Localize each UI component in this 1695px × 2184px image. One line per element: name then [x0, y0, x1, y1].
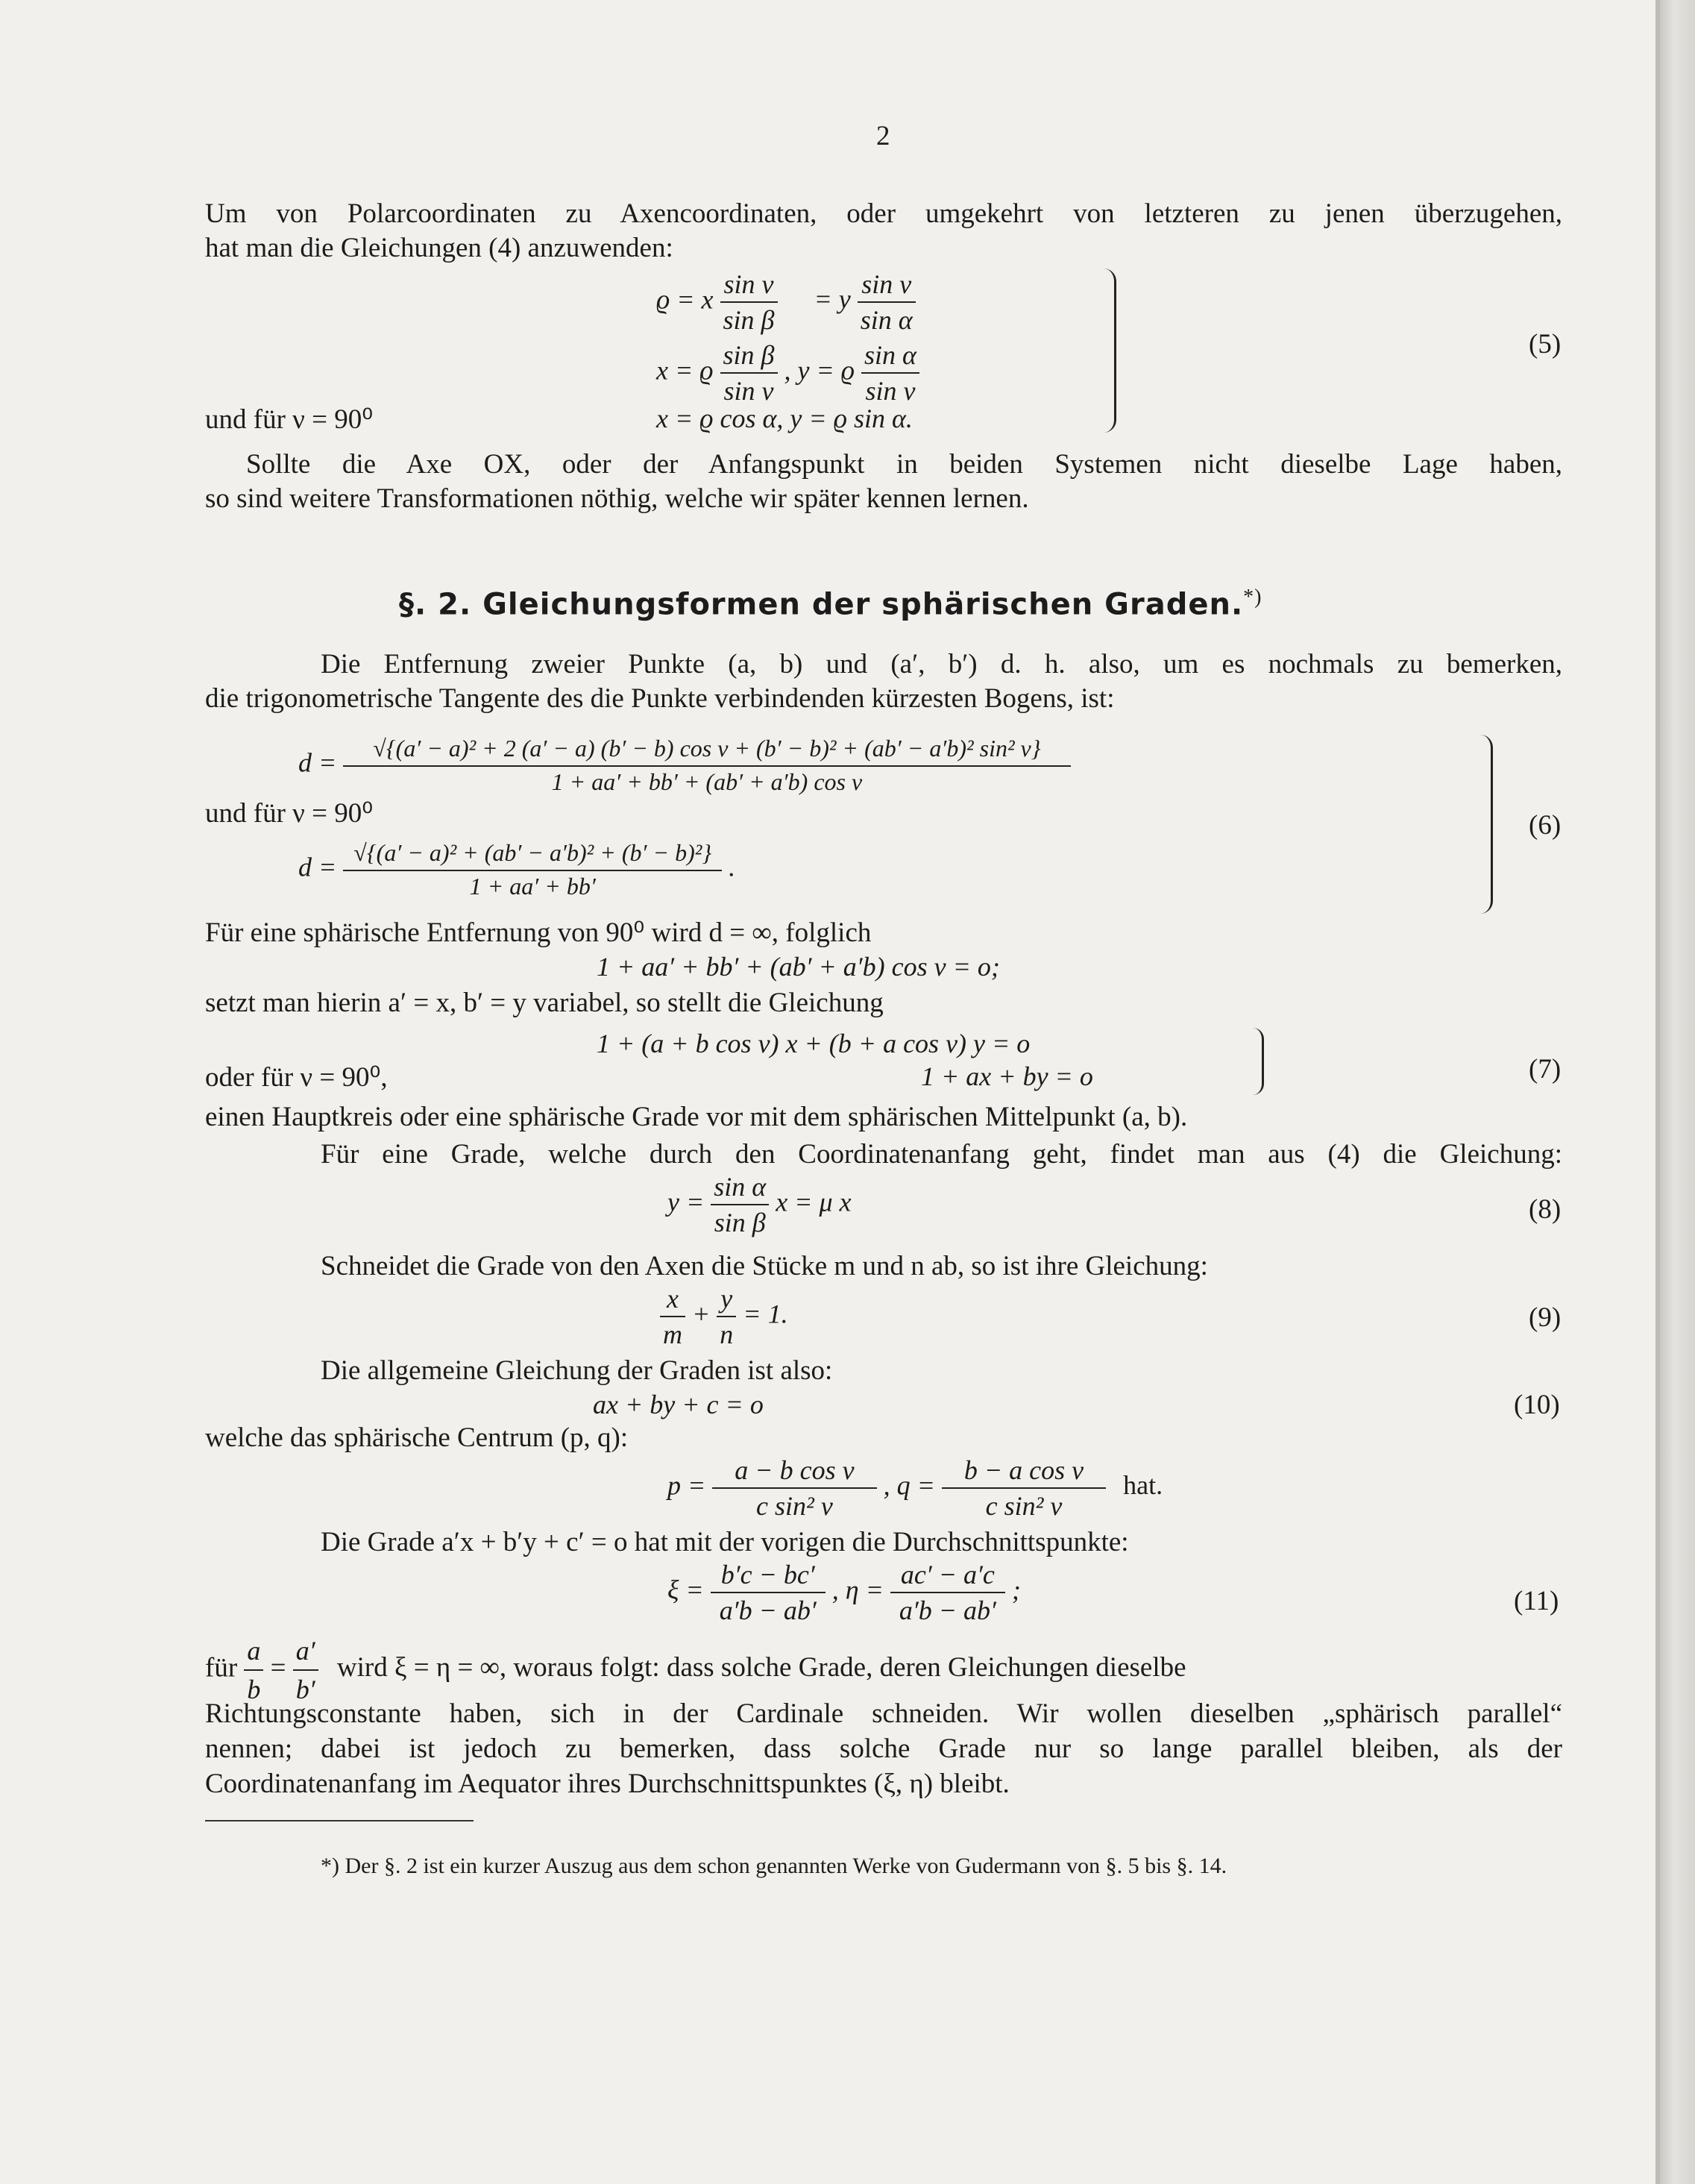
section-title: §. 2. Gleichungsformen der sphärischen Graden. — [399, 587, 1244, 622]
eq6-d2-num: √{(a′ − a)² + (ab′ − a′b)² + (b′ − b)²} — [343, 839, 722, 871]
eq6-d2 — [298, 839, 735, 900]
eq7-row2: 1 + ax + by = o — [921, 1061, 1093, 1091]
footnote-rule — [205, 1820, 474, 1821]
eq8-lhs: y = — [667, 1187, 705, 1217]
eq9-plus: + — [692, 1299, 711, 1329]
para9-line1: Die Grade a′x + b′y + c′ = o hat mit der vorigen die Durchschnittspunkte: — [321, 1527, 1129, 1557]
eq5-r1-frac1: $\frac{\text{sin ν}}{\text{sin β}}$ — [720, 269, 778, 336]
eq5-r1-lhs: ϱ = x — [656, 284, 714, 315]
para2-line1: Sollte die Axe OX, oder der Anfangspunkt in beiden Systemen nicht dieselbe Lage haben, — [246, 449, 1562, 480]
eq6-brace — [1480, 735, 1493, 914]
eq9-rhs: = 1. — [743, 1299, 788, 1329]
para10-eq: = — [270, 1652, 286, 1684]
section-heading — [399, 586, 1262, 621]
eq5-number: (5) — [1529, 329, 1562, 360]
eq6-d1-frac — [343, 735, 1070, 796]
eq11-xi-frac: $\frac{b'c - bc'}{a'b - ab'}$ — [711, 1559, 826, 1626]
page-number: 2 — [876, 121, 890, 151]
eq7-brace — [1253, 1028, 1264, 1095]
eq11-number: (11) — [1514, 1586, 1559, 1616]
eq8-rhs: x = μ x — [776, 1187, 852, 1217]
eq8 — [667, 1171, 852, 1238]
eq11 — [667, 1559, 1021, 1626]
para10-line1 — [205, 1634, 1186, 1707]
para2-line2: so sind weitere Transformationen nöthig, welche wir später kennen lernen. — [205, 483, 1029, 514]
eq6-d2-end: . — [729, 852, 736, 882]
eq-center-q-lhs: , q = — [883, 1470, 935, 1501]
eq11-xi-lhs: ξ = — [667, 1575, 704, 1605]
eq11-eta-lhs: , η = — [831, 1575, 884, 1605]
para10-pre: für — [205, 1652, 238, 1684]
eq6-d1 — [298, 735, 1071, 796]
page-edge — [1660, 0, 1695, 2184]
para3-line2: die trigonometrische Tangente des die Punkte verbindenden kürzesten Bogens, ist: — [205, 683, 1115, 714]
eq10-number: (10) — [1514, 1390, 1560, 1420]
eq8-frac: $\frac{\text{sin α}}{\text{sin β}}$ — [711, 1171, 769, 1238]
para7-line1: Die allgemeine Gleichung der Graden ist also: — [321, 1355, 833, 1386]
eq5-r1-frac2: $\frac{\text{sin ν}}{\text{sin α}}$ — [858, 269, 916, 336]
eq6-number: (6) — [1529, 810, 1562, 841]
eq9-frac1: $\frac{x}{m}$ — [660, 1283, 685, 1350]
footnote: *) Der §. 2 ist ein kurzer Auszug aus dem schon genannten Werke von Gudermann von §. 5 bis §. 14. — [321, 1854, 1227, 1878]
eq6-d2-lhs: d = — [298, 852, 337, 882]
para4-eq: 1 + aa′ + bb′ + (ab′ + a′b) cos ν = o; — [597, 952, 1000, 982]
eq6-d1-lhs: d = — [298, 747, 337, 778]
eq11-end: ; — [1011, 1575, 1021, 1605]
para10-rest: wird ξ = η = ∞, woraus folgt: dass solche Grade, deren Gleichungen dieselbe — [336, 1652, 1186, 1684]
eq8-number: (8) — [1529, 1194, 1562, 1225]
para6-line1: Schneidet die Grade von den Axen die Stücke m und n ab, so ist ihre Gleichung: — [321, 1251, 1208, 1281]
para1-line2: hat man die Gleichungen (4) anzuwenden: — [205, 233, 673, 263]
eq-center-p-lhs: p = — [667, 1470, 706, 1501]
eq7-label: oder für ν = 90⁰, — [205, 1062, 388, 1093]
eq-center-p-frac: $\frac{\text{a − b cos ν}}{\text{c sin² ν}}$ — [712, 1455, 876, 1522]
eq5-r2-frac2: $\frac{\text{sin α}}{\text{sin ν}}$ — [861, 339, 919, 407]
eq6-d2-den: 1 + aa′ + bb′ — [469, 873, 596, 900]
eq9-frac2: $\frac{y}{n}$ — [717, 1283, 736, 1350]
para10-frac2: $\frac{a'}{b'}$ — [293, 1634, 318, 1707]
eq9-number: (9) — [1529, 1302, 1562, 1333]
para4-line1: Für eine sphärische Entfernung von 90⁰ wird d = ∞, folglich — [205, 917, 872, 948]
para5-line2: Für eine Grade, welche durch den Coordinatenanfang geht, findet man aus (4) die Gleichung: — [321, 1139, 1562, 1170]
eq5-r2-lhs: x = ϱ — [656, 355, 714, 386]
eq-center-end: hat. — [1123, 1470, 1163, 1501]
para10-line2: Richtungsconstante haben, sich in der Cardinale schneiden. Wir wollen dieselben „sphärisch parallel“ — [205, 1698, 1562, 1729]
eq-center-q-frac: $\frac{\text{b − a cos ν}}{\text{c sin² ν}}$ — [942, 1455, 1106, 1522]
eq9 — [660, 1283, 788, 1350]
eq-center — [667, 1455, 1163, 1522]
eq7-row1: 1 + (a + b cos ν) x + (b + a cos ν) y = o — [597, 1029, 1031, 1058]
para5-line1: einen Hauptkreis oder eine sphärische Grade vor mit dem sphärischen Mittelpunkt (a, b). — [205, 1102, 1188, 1132]
eq5-row2 — [656, 339, 919, 407]
eq11-eta-frac: $\frac{ac' - a'c}{a'b - ab'}$ — [890, 1559, 1005, 1626]
para8-line1: welche das sphärische Centrum (p, q): — [205, 1422, 629, 1453]
eq6-d1-den: 1 + aa′ + bb′ + (ab′ + a′b) cos ν — [551, 768, 863, 795]
eq6-label: und für ν = 90⁰ — [205, 798, 374, 829]
eq5-r2-mid: , y = ϱ — [784, 355, 855, 386]
para4-line2: setzt man hierin a′ = x, b′ = y variabel, so stellt die Gleichung — [205, 988, 884, 1018]
eq5-r2-frac1: $\frac{\text{sin β}}{\text{sin ν}}$ — [720, 339, 778, 407]
eq5-brace — [1104, 269, 1116, 433]
eq6-d2-frac — [343, 839, 722, 900]
eq5-row1 — [656, 269, 916, 336]
para10-frac1: $\frac{a}{b}$ — [244, 1634, 263, 1707]
para1-line1: Um von Polarcoordinaten zu Axencoordinaten, oder umgekehrt von letzteren zu jenen überzugehen, — [205, 198, 1562, 229]
para10-line3: nennen; dabei ist jedoch zu bemerken, dass solche Grade nur so lange parallel bleiben, als der — [205, 1733, 1562, 1764]
eq5-label: und für ν = 90⁰ — [205, 404, 374, 435]
section-footmark: *) — [1243, 586, 1262, 609]
para3-line1: Die Entfernung zweier Punkte (a, b) und (a′, b′) d. h. also, um es nochmals zu bemerken, — [321, 649, 1562, 680]
eq6-d1-num: √{(a′ − a)² + 2 (a′ − a) (b′ − b) cos ν + (b′ − b)² + (ab′ − a′b)² sin² ν} — [343, 735, 1070, 767]
eq10: ax + by + c = o — [593, 1390, 764, 1419]
eq7-number: (7) — [1529, 1054, 1562, 1085]
para10-line4: Coordinatenanfang im Aequator ihres Durchschnittspunktes (ξ, η) bleibt. — [205, 1769, 1010, 1799]
eq5-r1-mid: = y — [814, 284, 851, 315]
eq5-row3: x = ϱ cos α, y = ϱ sin α. — [656, 404, 913, 433]
